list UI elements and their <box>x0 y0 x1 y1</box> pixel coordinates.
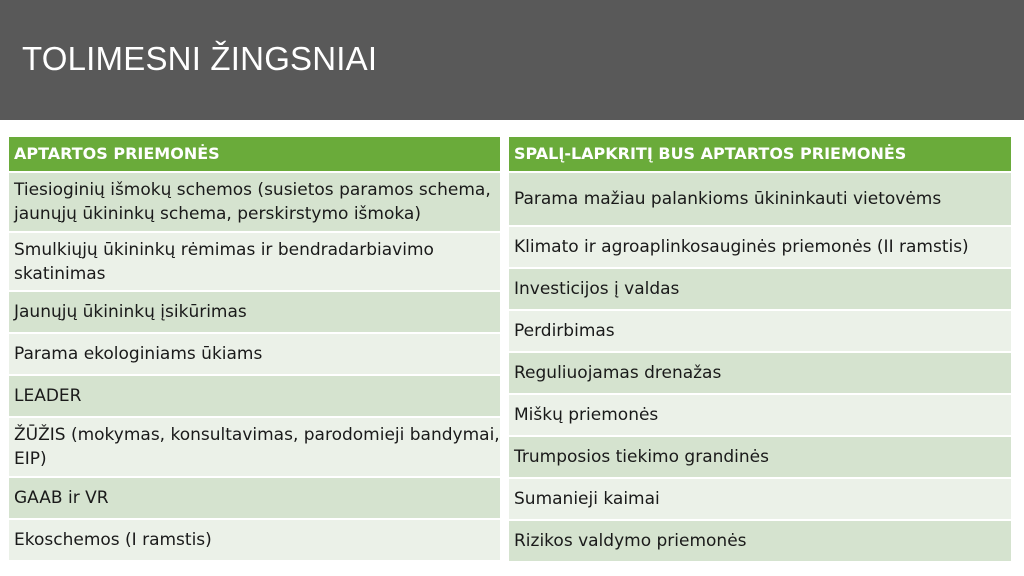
table-cell: Rizikos valdymo priemonės <box>509 520 1011 561</box>
slide-title: TOLIMESNI ŽINGSNIAI <box>22 40 378 77</box>
table-row <box>509 172 1011 226</box>
table-cell: Reguliuojamas drenažas <box>509 352 1011 394</box>
table-cell: Trumposios tiekimo grandinės <box>509 436 1011 478</box>
table-header-row <box>509 137 1011 172</box>
table-row <box>9 291 500 333</box>
table-row <box>9 232 500 291</box>
table-header: SPALĮ-LAPKRITĮ BUS APTARTOS PRIEMONĖS <box>509 137 1011 172</box>
table-row <box>509 478 1011 520</box>
table-row <box>9 333 500 375</box>
discussed-measures-table <box>9 137 500 560</box>
table-cell: GAAB ir VR <box>9 477 500 519</box>
table-cell: Parama ekologiniams ūkiams <box>9 333 500 375</box>
table-row <box>509 352 1011 394</box>
table-row <box>9 172 500 232</box>
table-cell: Sumanieji kaimai <box>509 478 1011 520</box>
table-row <box>9 375 500 417</box>
table-cell: ŽŪŽIS (mokymas, konsultavimas, parodomieji bandymai, EIP) <box>9 417 500 477</box>
table-row <box>509 310 1011 352</box>
table-cell: Tiesioginių išmokų schemos (susietos paramos schema, jaunųjų ūkininkų schema, perskirstymo išmoka) <box>9 172 500 232</box>
table-cell: Smulkiųjų ūkininkų rėmimas ir bendradarbiavimo skatinimas <box>9 232 500 291</box>
table-cell: Klimato ir agroaplinkosauginės priemonės (II ramstis) <box>509 226 1011 268</box>
table-row <box>509 268 1011 310</box>
table-cell: Perdirbimas <box>509 310 1011 352</box>
table-row <box>509 394 1011 436</box>
slide-header <box>0 0 1024 120</box>
table-cell: Parama mažiau palankioms ūkininkauti vietovėms <box>509 172 1011 226</box>
table-header-row <box>9 137 500 172</box>
table-row <box>9 519 500 560</box>
table-row <box>509 436 1011 478</box>
table-cell: Jaunųjų ūkininkų įsikūrimas <box>9 291 500 333</box>
table-row <box>509 226 1011 268</box>
table-cell: Ekoschemos (I ramstis) <box>9 519 500 560</box>
upcoming-measures-table <box>509 137 1011 561</box>
table-header: APTARTOS PRIEMONĖS <box>9 137 500 172</box>
table-row <box>509 520 1011 561</box>
table-row <box>9 417 500 477</box>
table-cell: Miškų priemonės <box>509 394 1011 436</box>
table-row <box>9 477 500 519</box>
table-cell: LEADER <box>9 375 500 417</box>
table-cell: Investicijos į valdas <box>509 268 1011 310</box>
